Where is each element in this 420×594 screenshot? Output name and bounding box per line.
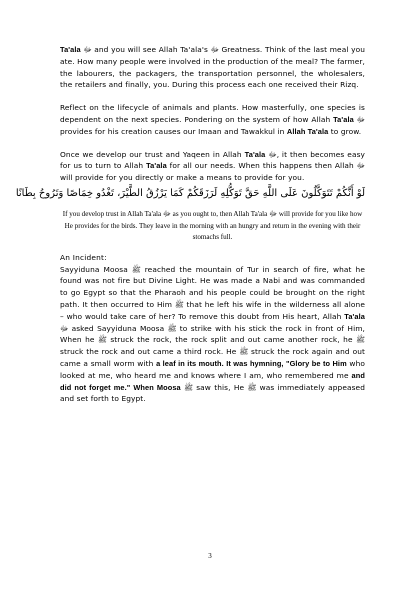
text-bold: Ta'ala xyxy=(244,149,266,159)
paragraph-lifecycle xyxy=(60,102,365,137)
page-number: 3 xyxy=(208,552,212,560)
text-run: for all our needs. When this happens then Allah ﷻ will provide for you directly or make a means to provide for you. xyxy=(60,161,365,183)
section-heading: An Incident: xyxy=(60,252,107,262)
text-run: to grow. xyxy=(328,126,362,136)
text-run: Sayyiduna Moosa ﷺ reached the mountain of Tur in search of fire, what he found was not fire but Divine Light. He was made a Nabi and was commanded to go Egypt so that the Pharaoh and his people could be brought on the right path. It then occurred to Him ﷺ that he left his wife in the wilderness all alone – who would take care of her? To remove this doubt from His heart, Allah xyxy=(60,264,365,321)
text-run: Once we develop our trust and Yaqeen in Allah xyxy=(60,149,245,159)
text-run: ﷻ provides for his creation causes our Imaan and Tawakkul in xyxy=(60,114,366,136)
text-bold: Ta'ala xyxy=(333,114,354,124)
text-run: ﷻ asked Sayyiduna Moosa ﷺ to strike with his stick the rock in front of Him, When he ﷺ struck the rock, the rock split and out came another rock, he ﷺ struck the rock and out came a third rock. He ﷺ struck the rock again and out came a small worm with xyxy=(60,323,366,368)
text-run: who looked at me, who heard me and knows where I am, who remembered me xyxy=(60,358,365,380)
text-run: ﷻ and you will see Allah Ta'ala's ﷻ Greatness. Think of the last meal you ate. How many people were involved in the production of the meal? The farmer, the labourers, the packagers, the transportation personnel, the wholesalers, the retailers and finally, you. During this process each one received their Rizq. xyxy=(60,45,366,90)
text-bold: and did not forget me." When Moosa xyxy=(60,370,365,392)
text-run: ﷺ saw this, He ﷺ was immediately appeased and set forth to Egypt. xyxy=(60,382,365,404)
arabic-verse: لَوْ أَنَّكُمْ تَتَوَكَّلُونَ عَلَى اللَّهِ حَقَّ تَوَكُّلِهِ لَرَزَقَكُمْ كَمَا يَرْزُقُ الطَّيْرَ، تَغْدُو خِمَاصًا وَتَرُوحُ بِطَانًا xyxy=(15,187,365,199)
text-bold: Ta'ala xyxy=(60,45,81,54)
text-run: ﷻ, it then becomes easy for us to turn to Allah xyxy=(60,149,366,171)
paragraph-incident xyxy=(60,264,365,406)
verse-translation: If you develop trust in Allah Ta'ala ﷻ as you ought to, then Allah Ta'ala ﷻ will provide for you like how He provides for the birds. They leave in the morning with an hungry and return in the evening with their stomachs full. xyxy=(62,209,363,242)
page-content xyxy=(15,44,366,405)
text-bold: Allah Ta'ala xyxy=(286,126,329,136)
text-run: Reflect on the lifecycle of animals and plants. How masterfully, one species is dependent on the next species. Pondering on the system of how Allah xyxy=(60,103,365,124)
paragraph-trust xyxy=(60,149,365,184)
text-bold: a leaf in its mouth. It was hymning, "Glory be to Him xyxy=(156,358,347,368)
text-bold: Ta'ala xyxy=(344,311,365,321)
paragraph-greatness xyxy=(60,44,365,91)
text-bold: Ta'ala xyxy=(146,161,167,171)
